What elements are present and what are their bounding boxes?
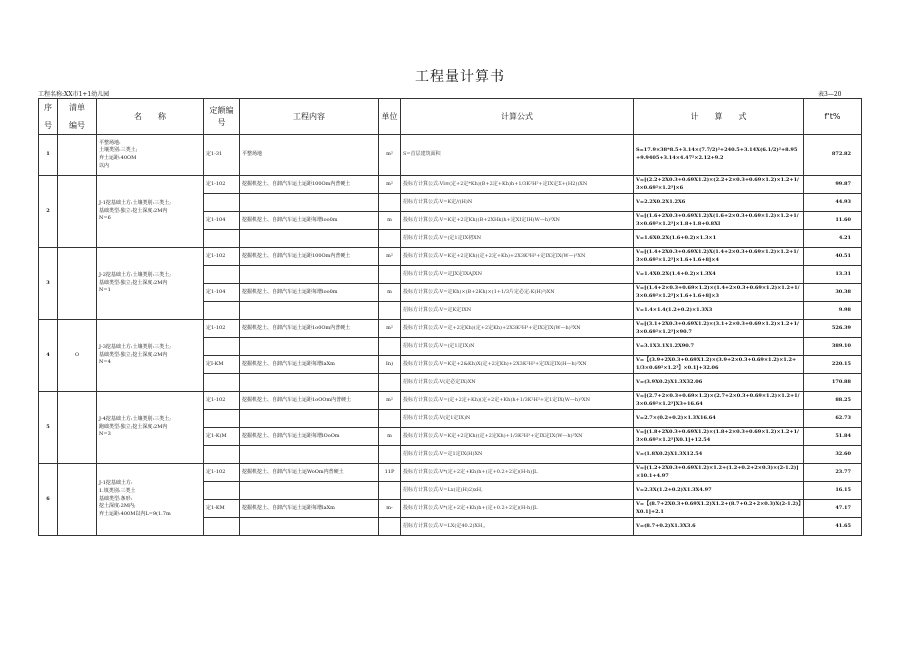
content-cell <box>240 410 379 428</box>
qty-cell: 88.25 <box>804 392 862 410</box>
qty-cell: 32.60 <box>804 446 862 464</box>
unit-cell <box>379 410 401 428</box>
item-name-line: 弃土运距:400M以内L=9(1.7m <box>99 511 171 518</box>
unit-cell: m² <box>379 320 401 338</box>
formula-cell: 招标方计算公式:V=LX(定40.2)XH,, <box>401 518 634 536</box>
content-cell: 挖掘机挖土、自卸汽车运土运距每增loo0m <box>240 212 379 230</box>
qty-cell: 30.38 <box>804 284 862 302</box>
qty-cell: 47.17 <box>804 500 862 518</box>
item-name-line: 土壤类别:三类土; <box>99 147 138 154</box>
unit-cell: m <box>379 212 401 230</box>
calc-cell: V=[(3.1+2X0.3+0.69X1.2)×(3.1+2×0.3+0.69×1.2)×1.2+1/3×0.69²×1.2³]×90.7 <box>634 320 804 338</box>
item-name-cell <box>97 320 204 392</box>
item-name-line: J-3挖基础土方:土壤类别:三类土; <box>99 343 171 350</box>
qty-cell: 389.10 <box>804 338 862 356</box>
content-cell: 挖掘机挖土、自卸汽车运土运距每增laXm <box>240 356 379 374</box>
seq-cell: 6 <box>39 464 58 536</box>
seq-cell: 3 <box>39 248 58 320</box>
item-name-cell <box>97 135 204 176</box>
content-cell <box>240 374 379 392</box>
item-name-line: 基础类型:独立:挖土深度:2M内 <box>99 207 168 214</box>
calc-header: 计 算 式 <box>634 99 804 135</box>
formula-cell: 招标方计算公式:V=Lx(定(H)2)xH, <box>401 482 634 500</box>
quota-cell: 定1-104 <box>204 284 240 302</box>
quota-cell: 定1-102 <box>204 320 240 338</box>
code-cell <box>58 135 97 176</box>
quota-cell: 定1-KM <box>204 500 240 518</box>
item-name-cell <box>97 248 204 320</box>
unit-cell <box>379 194 401 212</box>
item-name-line: 弃土运距:40OM <box>99 155 137 161</box>
table-row <box>39 248 862 266</box>
qty-cell: 220.15 <box>804 356 862 374</box>
item-name-line: 基础类型:独立;挖土深度:2M内 <box>99 351 168 358</box>
qty-cell: 44.93 <box>804 194 862 212</box>
unit-cell <box>379 374 401 392</box>
calc-cell: V=1.4×1.4(1.2+0.2)×1.3X3 <box>634 302 804 320</box>
unit-cell: m <box>379 284 401 302</box>
unit-cell: m² <box>379 392 401 410</box>
unit-cell: 11P <box>379 464 401 482</box>
item-name-line: N=3 <box>99 431 111 438</box>
calc-cell: V=(3.9X0.2)X1.3X32.06 <box>634 374 804 392</box>
calc-cell: V=3.1X3.1X1.2X90.7 <box>634 338 804 356</box>
calc-cell: V=[(1.4+2×0.3+0.69×1.2)×(1.4+2×0.3+0.69×1.2)×1.2+1/3×0.69²×1.2³]×1.6+1.6+8]×3 <box>634 284 804 302</box>
unit-cell <box>379 446 401 464</box>
calc-cell: V=1.4X0.2X(1.4+0.2)×1.3X4 <box>634 266 804 284</box>
content-cell <box>240 230 379 248</box>
quota-cell: 定I-KM <box>204 356 240 374</box>
qty-cell: 13.31 <box>804 266 862 284</box>
quota-cell <box>204 482 240 500</box>
code-cell <box>58 392 97 464</box>
content-cell <box>240 338 379 356</box>
unit-cell <box>379 338 401 356</box>
unit-cell <box>379 482 401 500</box>
content-cell <box>240 266 379 284</box>
unit-cell <box>379 230 401 248</box>
unit-cell: m² <box>379 176 401 194</box>
formula-cell: 投标方计算公式:V=K定+2&Kh)X(定+2定Kh)+2X3K²H³+定IX定IX(H—h)³XN <box>401 356 634 374</box>
formula-cell: 招标方计算公式:V(定1定IX)N <box>401 410 634 428</box>
calc-cell: V=【(3.9+2X0.3+0.69X1.2)×(3.9+2×0.3+0.69×1.2)×1.2+1/3×0.69²×1.2³】×0.1]+32.06 <box>634 356 804 374</box>
item-name-cell <box>97 176 204 248</box>
content-cell: 挖掘机挖土、自卸汽车运土运距1o0Om内普硬土 <box>240 320 379 338</box>
content-cell: 挖掘机挖土、自卸汽车运土运距每增laXm <box>240 500 379 518</box>
table-row <box>39 176 862 194</box>
content-cell: 挖掘机挖土、自卸汽车运土运WoOm内普硬土 <box>240 464 379 482</box>
calc-cell: V=[(2.2+2X0.3+0.69X1.2)×(2.2+2×0.3+0.69×1.2)×1.2+1/3×0.69²×1.2³]×6 <box>634 176 804 194</box>
unit-cell: m <box>379 428 401 446</box>
table-row <box>39 135 862 176</box>
code-header: 清单 编号 <box>58 99 97 135</box>
qty-cell: 11.60 <box>804 212 862 230</box>
quota-cell <box>204 230 240 248</box>
qty-cell: 41.65 <box>804 518 862 536</box>
qty-cell: 62.73 <box>804 410 862 428</box>
calc-cell: V=2.2X0.2X1.2X6 <box>634 194 804 212</box>
content-cell <box>240 518 379 536</box>
content-cell <box>240 446 379 464</box>
name-header: 名 称 <box>97 99 204 135</box>
formula-cell: 投标方计算公式:V*(定+2定+Kh)h+(定+0.2+2定)(H-h)]L <box>401 500 634 518</box>
formula-cell: 招标方计算公式:V=K定∕/(H)N <box>401 194 634 212</box>
formula-cell: 投标方计算公式:Vl≡(定+2定*Kh)(B+2定+Kh)h+1/3K²H³+定IX定Σ+(H2))XN <box>401 176 634 194</box>
item-name-line: 以内 <box>99 162 110 169</box>
item-name-line: 平整场地: <box>99 139 121 146</box>
formula-cell: 投标方计算公式:V*(定+2定+Kh)h+(定+0.2+2定)(H-h)]L <box>401 464 634 482</box>
quota-cell <box>204 518 240 536</box>
unit-cell: In) <box>379 356 401 374</box>
formula-cell: 招标方计算公式:V=定K定IXN <box>401 302 634 320</box>
item-name-line: 1.填类别:三类土 <box>99 487 136 494</box>
quota-cell: 定1-104 <box>204 212 240 230</box>
quota-header: 定额编号 <box>204 99 240 135</box>
unit-cell <box>379 518 401 536</box>
content-header: 工程内容 <box>240 99 379 135</box>
table-row <box>39 392 862 410</box>
unit-cell: m- <box>379 500 401 518</box>
item-name-line: J-4挖基础土方:土壤类别:三类土; <box>99 415 171 422</box>
unit-cell: m² <box>379 135 401 176</box>
qty-cell: 9.98 <box>804 302 862 320</box>
quota-cell <box>204 374 240 392</box>
qty-cell: 23.77 <box>804 464 862 482</box>
qty-cell: 51.84 <box>804 428 862 446</box>
calc-cell: V=[(2.7+2×0.3+0.69×1.2)×(2.7+2×0.3+0.69×1.2)×1.2+1/3×0.69²×1.2³]X3+16.64 <box>634 392 804 410</box>
quota-cell: 定1-102 <box>204 392 240 410</box>
quota-cell: 定1-102 <box>204 464 240 482</box>
code-cell <box>58 248 97 320</box>
item-name-line: N=4 <box>99 359 111 366</box>
unit-cell: m² <box>379 248 401 266</box>
quota-cell <box>204 338 240 356</box>
project-name: 工程名称:XX市1+1幼儿园 <box>38 91 110 98</box>
item-name-line: 挖土深度:2M内; <box>99 503 136 510</box>
calc-cell: V=[(1.8+2X0.3+0.69X1.2)×(1.8+2×0.3+0.69×1.2)×1.2+1/3×0.69²×1.2³]X0.1]+12.54 <box>634 428 804 446</box>
seq-header: 序 号 <box>39 99 58 135</box>
formula-cell: 投标方计算公式:V=K定+2定Kh)(定+2定+Kh)+2X3K³H³+定IX定IX(W—)³XN <box>401 248 634 266</box>
qty-cell: 170.88 <box>804 374 862 392</box>
content-cell: 平整场地 <box>240 135 379 176</box>
qty-cell: 872.82 <box>804 135 862 176</box>
qty-cell: 99.87 <box>804 176 862 194</box>
formula-cell: 招标方计算公式:V=定JX定IXAJXN <box>401 266 634 284</box>
content-cell <box>240 194 379 212</box>
content-cell: 挖掘机挖土、自卸汽车运土运距1oOOm内普硬土 <box>240 392 379 410</box>
quota-cell <box>204 302 240 320</box>
quota-cell <box>204 266 240 284</box>
page-title: 工程量计算书 <box>415 69 505 85</box>
table-number: 表3—20 <box>818 91 842 98</box>
content-cell <box>240 302 379 320</box>
qty-cell: 4.21 <box>804 230 862 248</box>
code-cell <box>58 176 97 248</box>
seq-cell: 2 <box>39 176 58 248</box>
qty-cell: 526.39 <box>804 320 862 338</box>
calc-cell: V=2.7×(0.2+0.2)×1.3X16.64 <box>634 410 804 428</box>
content-cell: 挖掘机挖土、自卸汽车运土运距每增loo0m <box>240 284 379 302</box>
item-name-line: J-2挖基础土方:土壤类别:三类土; <box>99 271 171 278</box>
item-name-cell <box>97 464 204 536</box>
content-cell <box>240 482 379 500</box>
item-name-line: N=1 <box>99 287 111 294</box>
qty-cell: 40.51 <box>804 248 862 266</box>
content-cell: 挖掘机挖土、自卸汽车运土运距每增lOoOm <box>240 428 379 446</box>
code-cell: O <box>58 320 97 392</box>
calc-cell: V=【(8.7+2X0.3+0.69X1.2)X1.2+(8.7+0.2+2×0.3)X(2-1.2)】X0.1]+2.1 <box>634 500 804 518</box>
table-row <box>39 464 862 482</box>
calc-cell: V=2.3X(1.2+0.2)X1.3X4.97 <box>634 482 804 500</box>
quota-cell: 定1-K(M <box>204 428 240 446</box>
calc-cell: V=[(1.4+2X0.3+0.69X1.2)X(1.4+2×0.3+0.69×1.2)×1.2+1/3×0.69²×1.2³]×1.6+1.6+8]×4 <box>634 248 804 266</box>
formula-cell: 投标方计算公式:V=定Kh)×(B+2Kh)×(1+1/3片定必定:K(H)³)XN <box>401 284 634 302</box>
quota-cell <box>204 446 240 464</box>
formula-header: 计算公式 <box>401 99 634 135</box>
formula-cell: 投标方计算公式:V=定+2定Kh)(定+2定Kh)+2X3K²H³+定IX定IX(W—h)³XN <box>401 320 634 338</box>
formula-cell: S=首层建筑面积 <box>401 135 634 176</box>
unit-cell <box>379 266 401 284</box>
qty-header: f‘t% <box>804 99 862 135</box>
item-name-line: 基础类型:独立;挖土深度:2M内 <box>99 279 168 286</box>
calc-cell: V=[(1.2+2X0.3+0.69X1.2)×1.2+(1.2+0.2+2×0.3)×(2-1.2)]×10.1+4.97 <box>634 464 804 482</box>
formula-cell: 招标方计算公式:V(定必定IX)XN <box>401 374 634 392</box>
code-cell <box>58 464 97 536</box>
calc-cell: V=(1.8X0.2)X1.3X12.54 <box>634 446 804 464</box>
item-name-line: J-1挖基础土方: <box>99 480 133 487</box>
calculation-table <box>38 98 862 536</box>
item-name-line: J-1挖基础土方:土壤类别:三类土; <box>99 199 171 206</box>
quota-cell: 定1-31 <box>204 135 240 176</box>
quota-cell <box>204 410 240 428</box>
calc-cell: S=17.9×38*8.5+3.14×(7.7/2)²+240.5+3.14X(6.1/2)²+8.95+9.9405+3.14×4.47²×2.12+9.2 <box>634 135 804 176</box>
unit-header: 单位 <box>379 99 401 135</box>
quota-cell <box>204 194 240 212</box>
item-name-line: 跑础类型:独立;挖土深度:2M内 <box>99 423 168 430</box>
formula-cell: 招标方计算公式:V=定1定IX(H)XN <box>401 446 634 464</box>
qty-cell: 16.15 <box>804 482 862 500</box>
item-name-line: N=6 <box>99 215 111 222</box>
seq-cell: 5 <box>39 392 58 464</box>
calc-cell: V=1.6X0.2X(1.6+0.2)×1.3×1 <box>634 230 804 248</box>
formula-cell: 投标方计算公式:V=K定+2定Kh)(B+2XHk)h+定XI定IH(W—h)³XN <box>401 212 634 230</box>
calc-cell: V=(8.7+0.2)X1.3X3.6 <box>634 518 804 536</box>
seq-cell: 4 <box>39 320 58 392</box>
formula-cell: 投标方计算公式:V=K定+2定Kh)(定+2定Kh)+1/3K²H³+定IX定IX(W—h)³XN <box>401 428 634 446</box>
quota-cell: 定1-102 <box>204 176 240 194</box>
calc-cell: V=[(1.6+2X0.3+0.69X1.2)X(1.6+2×0.3+0.69×1.2)×1.2+1/3×0.69²×1.2³]×1.8+1.8+0.8XI <box>634 212 804 230</box>
content-cell: 挖掘机挖土、自卸汽车运土运距100Om内普硬土 <box>240 248 379 266</box>
table-row <box>39 320 862 338</box>
formula-cell: 招标方计算公式:V=(定1定IX初XN <box>401 230 634 248</box>
content-cell: 挖掘机挖土、自卸汽车运土运距100Om内普硬土 <box>240 176 379 194</box>
formula-cell: 投标方计算公式:V=(定+2定+Kh)(定+2定+Kh)h+1/3K²H³+定1定IX(W—h)³XN <box>401 392 634 410</box>
item-name-line: 基础类型:条形: <box>99 495 133 502</box>
quota-cell: 定1-102 <box>204 248 240 266</box>
seq-cell: 1 <box>39 135 58 176</box>
formula-cell: 招标方计算公式:V=(定1定IX)N <box>401 338 634 356</box>
item-name-cell <box>97 392 204 464</box>
unit-cell <box>379 302 401 320</box>
